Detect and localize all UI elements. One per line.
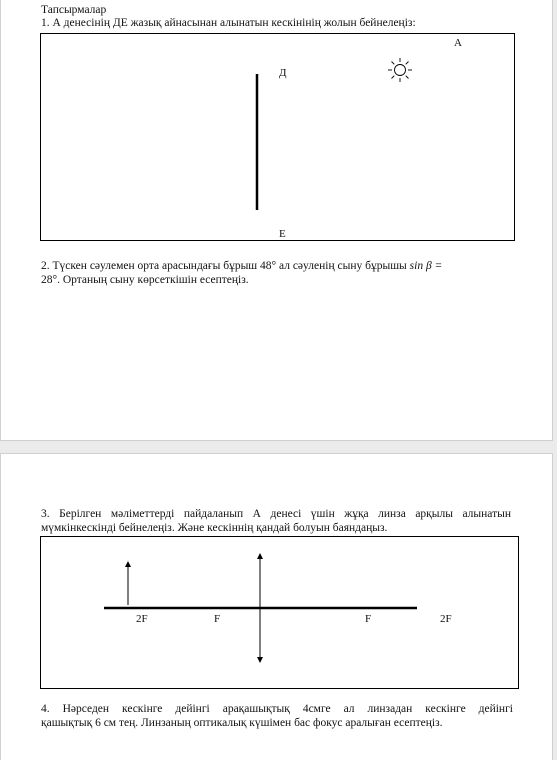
task-4-line-2: қашықтық 6 см тең. Линзаның оптикалық күшімен бас фокус аралыған есептеңіз. [41, 717, 443, 729]
right-2f-label: 2F [440, 613, 452, 625]
mirror-bottom-label: Е [279, 228, 286, 240]
task-2-formula: sin β = [409, 260, 443, 272]
task-3-figure-box [40, 536, 519, 689]
object-a-label: А [454, 37, 462, 49]
tasks-heading: Тапсырмалар [41, 4, 107, 16]
task-2-line-1 [41, 259, 442, 273]
task-1-figure-box [40, 33, 515, 241]
task-1-text: 1. А денесінің ДЕ жазық айнасынан алынатын кескінінің жолын бейнелеңіз: [41, 17, 416, 29]
task-2-line-2: 28°. Ортаның сыну көрсеткішін есептеңіз. [41, 274, 249, 286]
task-1-figure [41, 34, 514, 240]
task-3-line-1: 3. Берілген мәліметтерді пайдаланып А денесі үшін жұқа линза арқылы алынатын [41, 508, 511, 520]
left-f-label: F [214, 613, 221, 625]
page-2 [0, 453, 553, 760]
left-2f-label: 2F [136, 613, 148, 625]
task-4-line-1: 4. Нәрседен кескінге дейінгі арақашықтық 4смге ал линзадан кескінге дейінгі [41, 703, 513, 715]
sun-object-icon [388, 58, 412, 82]
task-3-line-2: мүмкінкескінді бейнелеңіз. Және кескіннің қандай болуын баяндаңыз. [41, 522, 388, 534]
right-f-label: F [365, 613, 372, 625]
mirror-top-label: Д [279, 67, 287, 79]
task-2-text: 2. Түскен сәулемен орта арасындағы бұрыш 48° ал сәуленің сыну бұрышы [41, 260, 410, 272]
